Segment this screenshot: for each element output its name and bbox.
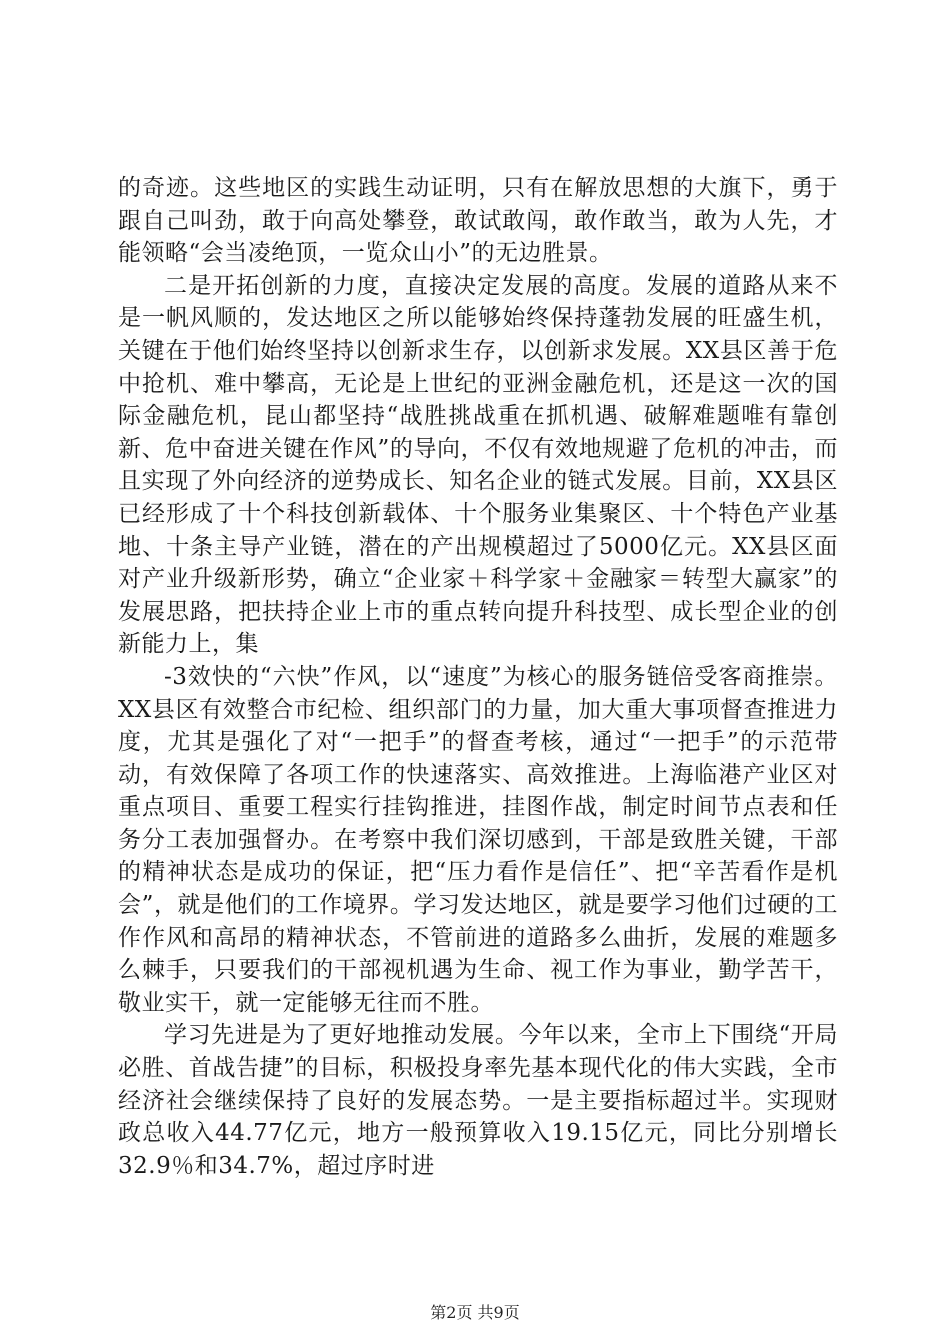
paragraph-development: 学习先进是为了更好地推动发展。今年以来，全市上下围绕“开局必胜、首战告捷”的目标，积极投身率先基本现代化的伟大实践，全市经济社会继续保持了良好的发展态势。一是主要指标超过半。实现财政总收入44.77亿元，地方一般预算收入19.15亿元，同比分别增长32.9％和34.7%，超过序时进 <box>118 1022 838 1179</box>
page-number-label: 第2页 共9页 <box>430 1303 520 1322</box>
paragraph-continuation: 的奇迹。这些地区的实践生动证明，只有在解放思想的大旗下，勇于跟自己叫劲，敢于向高处攀登，敢试敢闯，敢作敢当，敢为人先，才能领略“会当凌绝顶，一览众山小”的无边胜景。 <box>118 175 838 267</box>
paragraph-innovation: 二是开拓创新的力度，直接决定发展的高度。发展的道路从来不是一帆风顺的，发达地区之所以能够始终保持蓬勃发展的旺盛生机，关键在于他们始终坚持以创新求生存，以创新求发展。XX县区善于危中抢机、难中攀高，无论是上世纪的亚洲金融危机，还是这一次的国际金融危机，昆山都坚持“战胜挑战重在抓机遇、破解难题唯有靠创新、危中奋进关键在作风”的导向，不仅有效地规避了危机的冲击，而且实现了外向经济的逆势成长、知名企业的链式发展。目前，XX县区已经形成了十个科技创新载体、十个服务业集聚区、十个特色产业基地、十条主导产业链，潜在的产出规模超过了5000亿元。XX县区面对产业升级新形势，确立“企业家＋科学家＋金融家＝转型大赢家”的发展思路，把扶持企业上市的重点转向提升科技型、成长型企业的创新能力上，集 <box>118 272 838 658</box>
document-body <box>118 172 838 1182</box>
page-footer <box>0 1302 950 1324</box>
paragraph-work-style: -3效快的“六快”作风，以“速度”为核心的服务链倍受客商推崇。XX县区有效整合市纪检、组织部门的力量，加大重大事项督查推进力度，尤其是强化了对“一把手”的督查考核，通过“一把手”的示范带动，有效保障了各项工作的快速落实、高效推进。上海临港产业区对重点项目、重要工程实行挂钩推进，挂图作战，制定时间节点表和任务分工表加强督办。在考察中我们深切感到，干部是致胜关键，干部的精神状态是成功的保证，把“压力看作是信任”、把“辛苦看作是机会”，就是他们的工作境界。学习发达地区，就是要学习他们过硬的工作作风和高昂的精神状态，不管前进的道路多么曲折，发展的难题多么棘手，只要我们的干部视机遇为生命、视工作为事业，勤学苦干，敬业实干，就一定能够无往而不胜。 <box>118 663 838 1016</box>
